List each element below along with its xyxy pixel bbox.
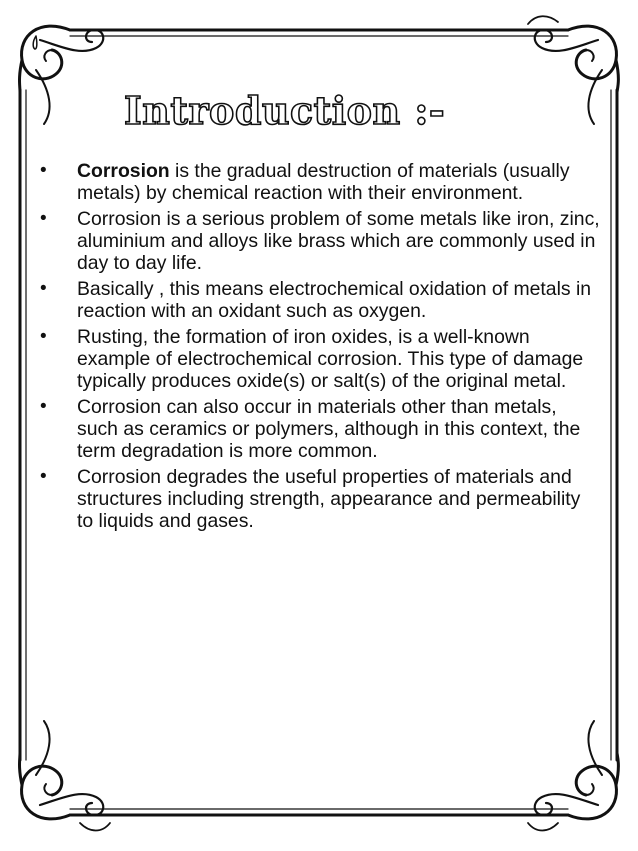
list-item <box>40 160 600 204</box>
top-left-flourish <box>20 26 104 124</box>
bullet-text: Corrosion is a serious problem of some metals like iron, zinc, aluminium and alloys like brass which are commonly used in day to day life. <box>77 208 600 274</box>
list-item <box>40 278 600 322</box>
bullet-list <box>40 160 600 536</box>
bullet-text: Rusting, the formation of iron oxides, is a well-known example of electrochemical corrosion. This type of damage typically produces oxide(s) or salt(s) of the original metal. <box>77 326 584 392</box>
bullet-icon: • <box>40 396 47 417</box>
top-right-flourish <box>528 16 618 124</box>
bullet-text: is the gradual destruction of materials (usually metals) by chemical reaction with their environment. <box>77 160 570 204</box>
list-item <box>40 326 600 392</box>
bottom-right-flourish <box>528 721 618 831</box>
bullet-icon: • <box>40 466 47 487</box>
bottom-left-flourish <box>20 721 111 831</box>
bullet-icon: • <box>40 208 47 229</box>
bullet-text: Basically , this means electrochemical oxidation of metals in reaction with an oxidant such as oxygen. <box>77 278 592 322</box>
bullet-icon: • <box>40 160 47 181</box>
list-item <box>40 208 600 274</box>
list-item <box>40 466 600 532</box>
bullet-icon: • <box>40 326 47 347</box>
bullet-text: Corrosion can also occur in materials other than metals, such as ceramics or polymers, although in this context, the term degradation is more common. <box>77 396 581 462</box>
bullet-icon: • <box>40 278 47 299</box>
bullet-text: Corrosion degrades the useful properties of materials and structures including strength, appearance and permeability to liquids and gases. <box>77 466 581 532</box>
list-item <box>40 396 600 462</box>
page-title: Introduction :- <box>124 88 446 133</box>
bullet-term: Corrosion <box>77 160 170 182</box>
